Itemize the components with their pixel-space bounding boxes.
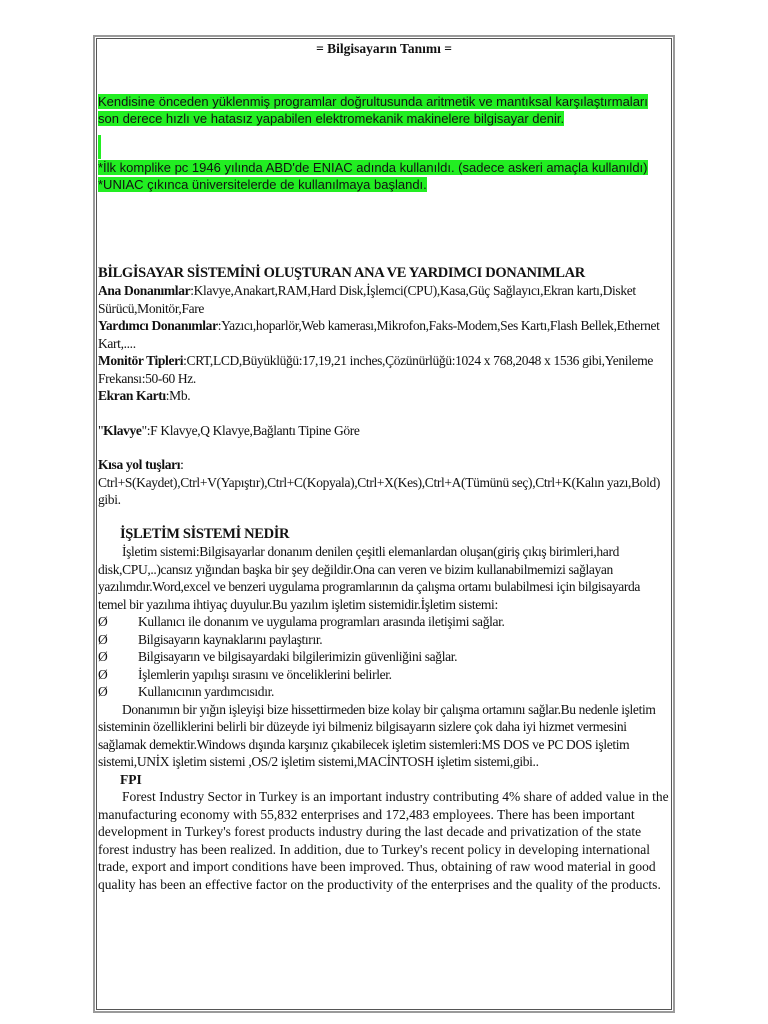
os-heading: İŞLETİM SİSTEMİ NEDİR	[120, 525, 290, 542]
bullet-symbol: Ø	[98, 631, 108, 647]
os-bullet	[98, 683, 670, 701]
bullet-symbol: Ø	[98, 666, 108, 682]
hardware-section	[98, 265, 670, 509]
document-body	[98, 40, 670, 893]
os-bullet-text: Kullanıcı ile donanım ve uygulama programları arasında iletişimi sağlar.	[138, 614, 505, 629]
os-bullet-text: Kullanıcının yardımcısıdır.	[138, 684, 275, 699]
fpi-text: Forest Industry Sector in Turkey is an important industry contributing 4% share of added value in the manufacturing economy with 55,832 enterprises and 172,483 employees. There has been important development in Turkey's forest products industry during the last decade and privatization of the state forest industry has been realized. In addition, due to Turkey's recent policy in developing international trade, export and import conditions have been improved. Thus, obtaining of raw wood material in good quality has been an effective factor on the productivity of the enterprises and the quality of the products.	[98, 789, 669, 892]
os-bullet	[98, 648, 670, 666]
keyboard-label: Klavye	[103, 422, 142, 438]
fpi-heading: FPI	[120, 771, 142, 787]
os-bullet	[98, 613, 670, 631]
aux-hardware	[98, 317, 670, 352]
bullet-symbol: Ø	[98, 614, 108, 629]
main-hardware	[98, 282, 670, 317]
shortcuts-heading-line	[98, 456, 670, 474]
os-bullet-text: İşlemlerin yapılışı sırasını ve önceliklerini belirler.	[138, 666, 392, 682]
fpi-section	[98, 771, 670, 894]
green-marker	[98, 135, 101, 159]
monitor-text: :CRT,LCD,Büyüklüğü:17,19,21 inches,Çözünürlüğü:1024 x 768,2048 x 1536 gibi,Yenileme Frekansı:50-60 Hz.	[98, 353, 654, 386]
aux-hardware-label: Yardımcı Donanımlar	[98, 318, 218, 333]
keyboard-line	[98, 422, 670, 440]
definition-text: Kendisine önceden yüklenmiş programlar doğrultusunda aritmetik ve mantıksal karşılaştırmaları son derece hızlı ve hatasız yapabilen elektromekanik makinelere bilgisayar denir.	[98, 93, 648, 126]
os-bullet	[98, 631, 670, 649]
main-hardware-label: Ana Donanımlar	[98, 283, 191, 298]
history-block	[98, 159, 670, 194]
os-section	[98, 526, 670, 771]
bullet-symbol: Ø	[98, 684, 108, 699]
history-line-2: *UNIAC çıkınca üniversitelerde de kullanılmaya başlandı.	[98, 177, 427, 192]
os-closing: Donanımın bir yığın işleyişi bize hissettirmeden bize kolay bir çalışma ortamını sağlar.Bu nedenle işletim sisteminin özelliklerini belirli bir düzeyde iyi bilmeniz bilgisayarın sizlere çok daha iyi hizmet vermesini sağlamak demektir.Windows dışında karşınız çıkabilecek işletim sistemleri:MS DOS ve PC DOS işletim sistemi,UNİX işletim sistemi ,OS/2 işletim sistemi,MACİNTOSH işletim sistemi,gibi..	[98, 701, 656, 769]
shortcuts-text: Ctrl+S(Kaydet),Ctrl+V(Yapıştır),Ctrl+C(Kopyala),Ctrl+X(Kes),Ctrl+A(Tümünü seç),Ctrl+K(Kalın yazı,Bold) gibi.	[98, 474, 661, 507]
keyboard-prefix: "	[98, 422, 104, 438]
shortcuts-label: Kısa yol tuşları	[98, 457, 181, 472]
definition-block	[98, 93, 670, 128]
graphics-card	[98, 387, 670, 405]
bullet-symbol: Ø	[98, 649, 108, 664]
gpu-text: :Mb.	[165, 388, 191, 403]
os-bullet	[98, 666, 670, 684]
document-title: = Bilgisayarın Tanımı =	[316, 41, 452, 56]
os-bullet-text: Bilgisayarın ve bilgisayardaki bilgilerimizin güvenliğini sağlar.	[138, 649, 458, 664]
main-hardware-text: :Klavye,Anakart,RAM,Hard Disk,İşlemci(CPU),Kasa,Güç Sağlayıcı,Ekran kartı,Disket Sürücü,Monitör,Fare	[98, 283, 636, 316]
os-bullet-text: Bilgisayarın kaynaklarını paylaştırır.	[138, 631, 323, 647]
hardware-heading: BİLGİSAYAR SİSTEMİNİ OLUŞTURAN ANA VE YARDIMCI DONANIMLAR	[98, 264, 585, 281]
monitor-label: Monitör Tipleri	[98, 353, 184, 368]
aux-hardware-text: :Yazıcı,hoparlör,Web kamerası,Mikrofon,Faks-Modem,Ses Kartı,Flash Bellek,Ethernet Kart,....	[98, 318, 660, 351]
monitor-types	[98, 352, 670, 387]
gpu-label: Ekran Kartı	[98, 388, 166, 403]
os-intro: İşletim sistemi:Bilgisayarlar donanım denilen çeşitli elemanlardan oluşan(giriş çıkış birimleri,hard disk,CPU,..)cansız yığından başka bir şey değildir.Ona can veren ve bizim kullanabilmemizi sağlayan yazılımdır.Word,excel ve benzeri uygulama programlarının da çalışma ortamı bulabilmesi için bilgisayarda temel bir yazılıma ihtiyaç duyulur.Bu yazılım işletim sistemidir.İşletim sistemi:	[98, 544, 641, 612]
keyboard-text: ":F Klavye,Q Klavye,Bağlantı Tipine Göre	[141, 422, 360, 438]
history-line-1: *İlk komplike pc 1946 yılında ABD'de ENIAC adında kullanıldı. (sadece askeri amaçla kullanıldı)	[98, 159, 648, 175]
shortcuts-colon: :	[180, 457, 184, 472]
